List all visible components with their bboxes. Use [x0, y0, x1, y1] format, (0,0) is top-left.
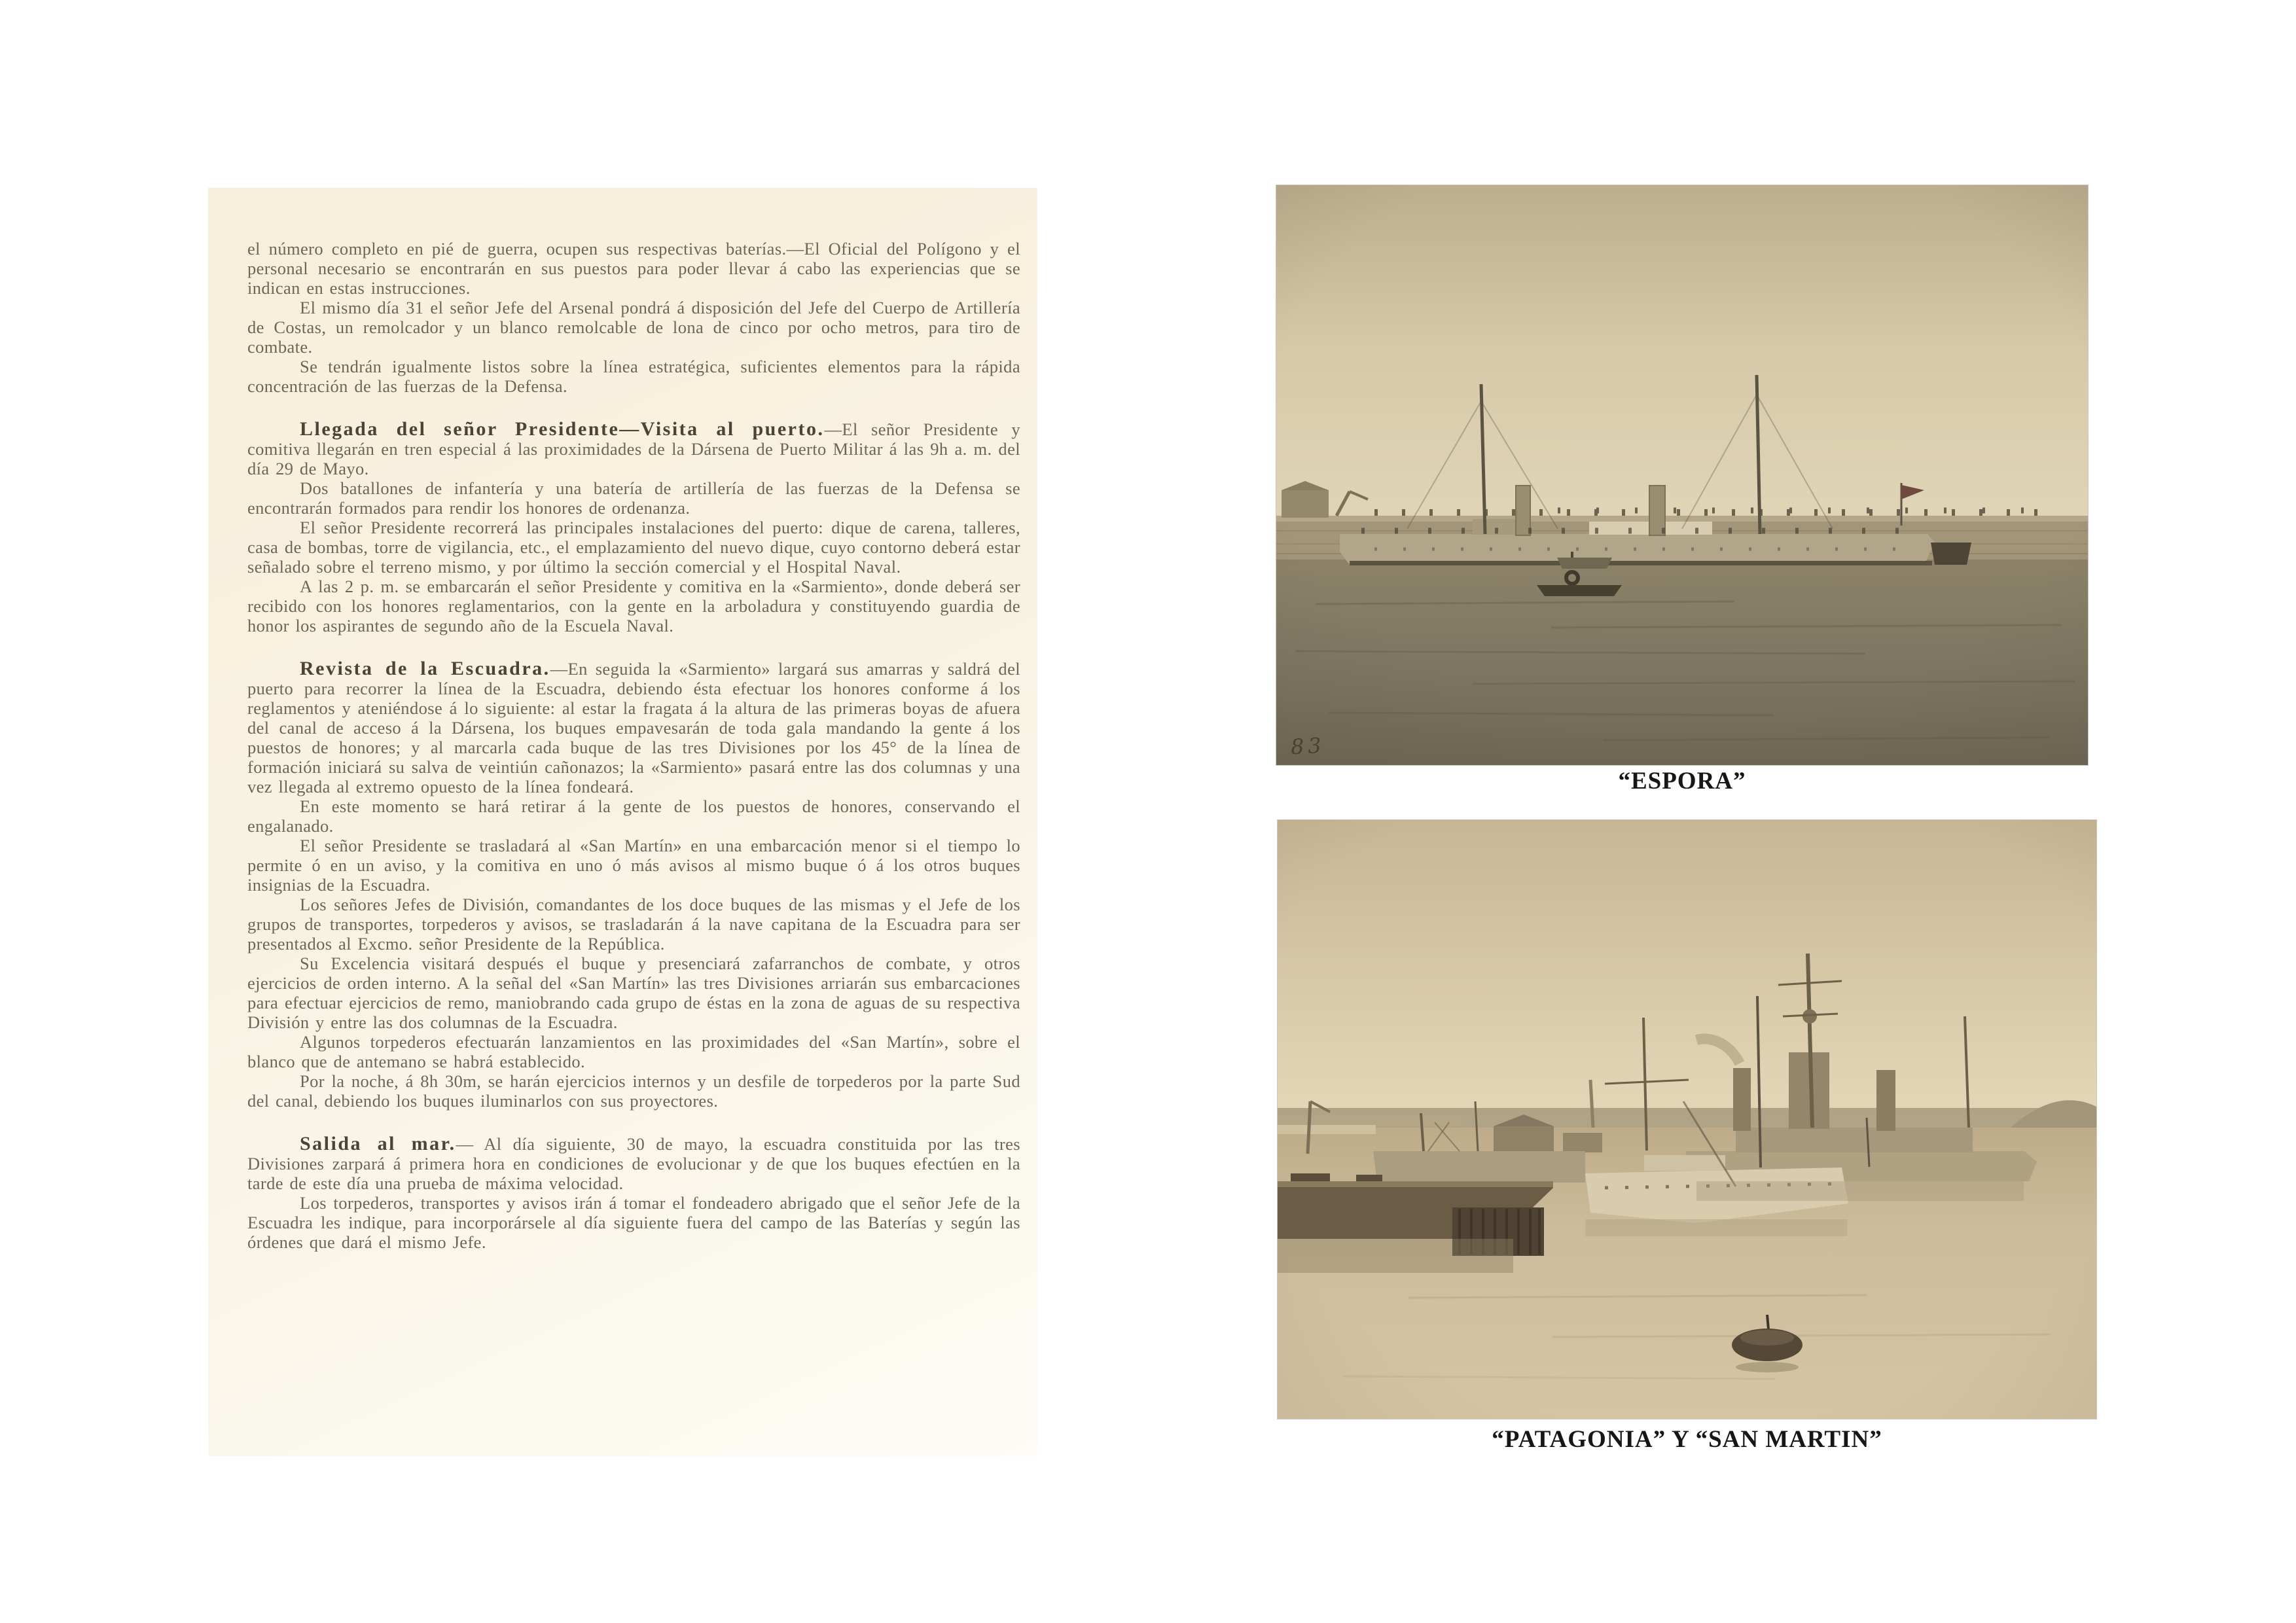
sepia-vignette [1276, 185, 2088, 765]
section-paragraph: Llegada del señor Presidente—Visita al puerto.—El señor Presidente y comitiva llegarán en tren especial á las proximidades de la Dársena de Puerto Militar á las 9h a. m. del día 29 de Mayo. [247, 418, 1020, 478]
sepia-vignette [1278, 820, 2096, 1419]
caption-patagonia-san-martin: “PATAGONIA” Y “SAN MARTIN” [1492, 1426, 1882, 1453]
section-paragraph: Revista de la Escuadra.—En seguida la «Sarmiento» largará sus amarras y saldrá del puerto para recorrer la línea de la Escuadra, debiendo ésta efectuar los honores conforme á los reglamentos y ateniéndose á lo siguiente: al estar la fragata á la altura de las primeras boyas de afuera del canal de acceso á la Dársena, los buques empavesarán de toda gala mandando la gente á los puestos de honores; y al marcarla cada buque de las tres Divisiones por los 45° de la línea de formación iniciará su salva de veintiún cañonazos; la «Sarmiento» pasará entre las dos columnas y una vez llegada al extremo opuesto de la línea fondeará. [247, 658, 1020, 796]
book-page [208, 188, 1037, 1456]
paragraph: Su Excelencia visitará después el buque y presenciará zafarranchos de combate, y otros ejercicios de orden interno. A la señal del «San Martín» las tres Divisiones arriarán sus embarcaciones para efectuar ejercicios de remo, maniobrando cada grupo de éstas en la zona de aguas de su respectiva División y entre las dos columnas de la Escuadra. [247, 954, 1020, 1032]
paragraph: El señor Presidente se trasladará al «San Martín» en una embarcación menor si el tiempo lo permite ó en un aviso, y la comitiva en uno ó más avisos al mismo buque ó á los otros buques insignias de la Escuadra. [247, 836, 1020, 895]
espora-photo-art [1276, 185, 2088, 765]
paragraph: A las 2 p. m. se embarcarán el señor Presidente y comitiva en la «Sarmiento», donde deberá ser recibido con los honores reglamentarios, con la gente en la arboladura y constituyendo guardia de honor los aspirantes de segundo año de la Escuela Naval. [247, 577, 1020, 635]
paragraph: El mismo día 31 el señor Jefe del Arsenal pondrá á disposición del Jefe del Cuerpo de Artillería de Costas, un remolcador y un blanco remolcable de lona de cinco por ocho metros, para tiro de combate. [247, 298, 1020, 357]
section-paragraph: Salida al mar.— Al día siguiente, 30 de mayo, la escuadra constituida por las tres Divisiones zarpará á primera hora en condiciones de evolucionar y de que los buques efectúen en la tarde de este día una prueba de máxima velocidad. [247, 1133, 1020, 1193]
paragraph: En este momento se hará retirar á la gente de los puestos de honores, conservando el engalanado. [247, 796, 1020, 836]
section-heading: Llegada del señor Presidente—Visita al puerto. [300, 418, 825, 440]
paragraph: el número completo en pié de guerra, ocupen sus respectivas baterías.—El Oficial del Polígono y el personal necesario se encontrarán en sus puestos para poder llevar á cabo las experiencias que se indican en estas instrucciones. [247, 239, 1020, 298]
section-heading: Revista de la Escuadra. [300, 658, 550, 679]
section-heading: Salida al mar. [300, 1133, 456, 1154]
photo-patagonia-san-martin [1278, 820, 2096, 1419]
patagonia-photo-art [1278, 820, 2096, 1419]
paragraph: Dos batallones de infantería y una batería de artillería de las fuerzas de la Defensa se encontrarán formados para rendir los honores de ordenanza. [247, 478, 1020, 518]
photo-number-mark: 83 [1290, 732, 1326, 760]
body-text [247, 239, 1020, 1252]
photo-espora [1276, 185, 2088, 765]
paragraph: Los señores Jefes de División, comandantes de los doce buques de las mismas y el Jefe de los grupos de transportes, torpederos y avisos, se trasladarán á la nave capitana de la Escuadra para ser presentados al Excmo. señor Presidente de la República. [247, 895, 1020, 954]
caption-espora: “ESPORA” [1618, 768, 1746, 794]
paragraph: Por la noche, á 8h 30m, se harán ejercicios internos y un desfile de torpederos por la parte Sud del canal, debiendo los buques iluminarlos con sus proyectores. [247, 1071, 1020, 1111]
paragraph: Los torpederos, transportes y avisos irán á tomar el fondeadero abrigado que el señor Jefe de la Escuadra les indique, para incorporársele al día siguiente fuera del campo de las Baterías y según las órdenes que dará el mismo Jefe. [247, 1193, 1020, 1252]
paragraph: El señor Presidente recorrerá las principales instalaciones del puerto: dique de carena, talleres, casa de bombas, torre de vigilancia, etc., el emplazamiento del nuevo dique, cuyo contorno deberá estar señalado sobre el terreno mismo, y por último la sección comercial y el Hospital Naval. [247, 518, 1020, 577]
paragraph: Algunos torpederos efectuarán lanzamientos en las proximidades del «San Martín», sobre el blanco que de antemano se habrá establecido. [247, 1032, 1020, 1071]
paragraph: Se tendrán igualmente listos sobre la línea estratégica, suficientes elementos para la rápida concentración de las fuerzas de la Defensa. [247, 357, 1020, 396]
